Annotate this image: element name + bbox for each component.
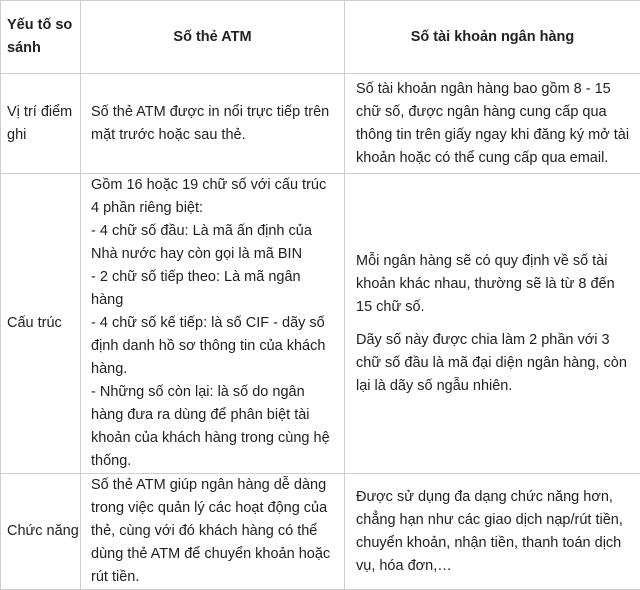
table-row (1, 74, 640, 174)
account-cell (345, 474, 640, 590)
cell-text: - 4 chữ số đầu: Là mã ấn định của Nhà nước hay còn gọi là mã BIN (91, 220, 336, 266)
account-cell (345, 74, 640, 174)
table-row (1, 474, 640, 590)
cell-text: Được sử dụng đa dạng chức năng hơn, chẳng hạn như các giao dịch nạp/rút tiền, chuyển khoản, nhận tiền, thanh toán dịch vụ, hóa đơn,… (356, 486, 632, 578)
table-row (1, 174, 640, 474)
cell-text: - Những số còn lại: là số do ngân hàng đưa ra dùng để phân biệt tài khoản của khách hàng trong cùng hệ thống. (91, 381, 336, 473)
account-cell (345, 174, 640, 474)
row-criterion-cell: Chức năng (1, 474, 81, 590)
cell-text: Mỗi ngân hàng sẽ có quy định về số tài khoản khác nhau, thường sẽ là từ 8 đến 15 chữ số. (356, 250, 632, 319)
header-row (1, 1, 640, 74)
cell-text: Gồm 16 hoặc 19 chữ số với cấu trúc 4 phần riêng biệt: (91, 174, 336, 220)
cell-text: - 4 chữ số kế tiếp: là số CIF - dãy số định danh hồ sơ thông tin của khách hàng. (91, 312, 336, 381)
header-atm-number: Số thẻ ATM (81, 1, 345, 74)
atm-cell (81, 174, 345, 474)
cell-text: Số thẻ ATM được in nổi trực tiếp trên mặt trước hoặc sau thẻ. (91, 101, 336, 147)
atm-cell (81, 474, 345, 590)
cell-text: Số tài khoản ngân hàng bao gồm 8 - 15 chữ số, được ngân hàng cung cấp qua thông tin trên giấy ngay khi đăng ký mở tài khoản hoặc có thể cung cấp qua email. (356, 78, 632, 170)
row-criterion-cell: Vị trí điểm ghi (1, 74, 81, 174)
row-criterion-cell: Cấu trúc (1, 174, 81, 474)
cell-text: Số thẻ ATM giúp ngân hàng dễ dàng trong việc quản lý các hoạt động của thẻ, cùng với đó khách hàng có thể dùng thẻ ATM để chuyển khoản hoặc rút tiền. (91, 474, 336, 589)
cell-text: - 2 chữ số tiếp theo: Là mã ngân hàng (91, 266, 336, 312)
header-criterion: Yếu tố so sánh (1, 1, 81, 74)
cell-text: Dãy số này được chia làm 2 phần với 3 chữ số đầu là mã đại diện ngân hàng, còn lại là dãy số ngẫu nhiên. (356, 329, 632, 398)
atm-cell (81, 74, 345, 174)
header-account-number: Số tài khoản ngân hàng (345, 1, 640, 74)
